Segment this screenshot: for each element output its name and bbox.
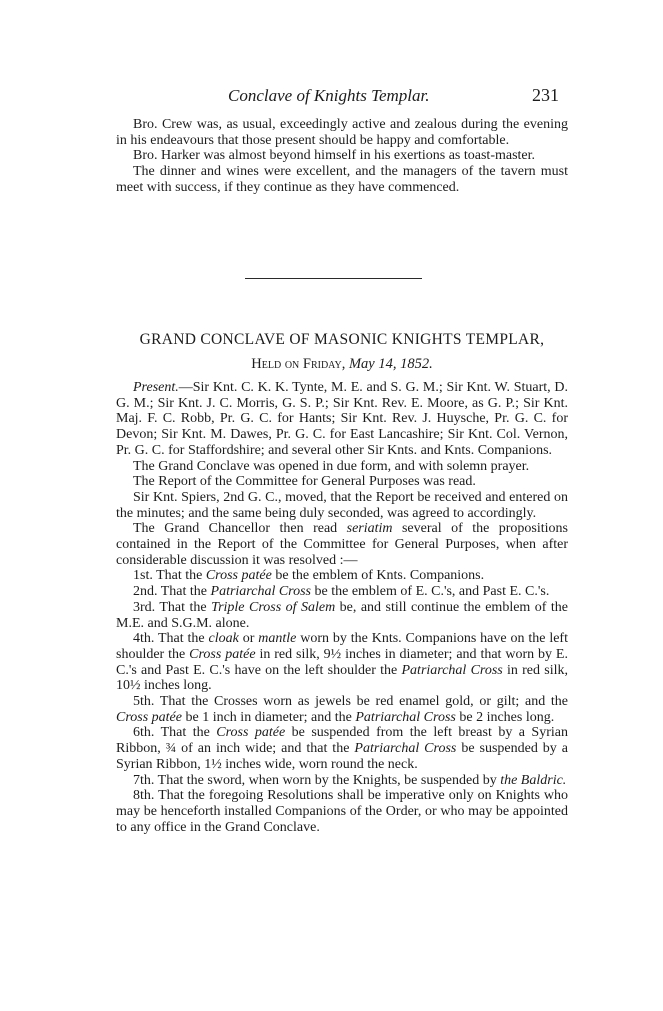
present-label: Present. (133, 380, 179, 395)
text-run: 3rd. That the (133, 599, 212, 615)
present-text: —Sir Knt. C. K. K. Tynte, M. E. and S. G. M.; Sir Knt. W. Stuart, D. G. M.; Sir Knt. J. C. Morris, G. S. P.; Sir Knt. Rev. E. Moore, as G. P.; Sir Knt. Maj. F. C. Robb, Pr. G. C. for Hants; Sir Knt. Rev. J. Huysche, Pr. G. C. for Devon; Sir Knt. M. Dawes, Pr. G. C. for East Lancashire; Sir Knt. Col. Vernon, Pr. G. C. for Staffordshire; and several other Sir Knts. and Knts. Companions. (116, 380, 568, 458)
paragraph-crew: Bro. Crew was, as usual, exceedingly active and zealous during the evening in his endeavours that those present should be happy and comfortable. (116, 117, 568, 148)
paragraph-motion: Sir Knt. Spiers, 2nd G. C., moved, that the Report be received and entered on the minutes; and the same being duly seconded, was agreed to accordingly. (116, 489, 568, 521)
text-run: be suspended by a Syrian Ribbon, 1½ inches wide, worn round the neck. (116, 741, 568, 772)
italic-term: Triple Cross of Salem (211, 599, 336, 615)
text-run: be the emblem of E. C.'s, and Past E. C.'s. (311, 584, 550, 600)
held-on-label: Held on Friday, (251, 356, 346, 372)
italic-term: Patriarchal Cross (354, 741, 457, 757)
present-paragraph (116, 380, 568, 459)
text-run: be the emblem of Knts. Companions. (271, 568, 485, 584)
italic-term: the Baldric. (500, 772, 567, 788)
text-run: be 2 inches long. (455, 709, 555, 725)
resolution-7 (116, 773, 568, 789)
intro-section (116, 117, 568, 196)
proceedings-section (116, 380, 568, 835)
paragraph-opened: The Grand Conclave was opened in due form, and with solemn prayer. (133, 458, 530, 474)
italic-term: cloak (208, 631, 239, 647)
italic-term: Patriarchal Cross (355, 709, 456, 725)
paragraph-chancellor (116, 521, 568, 568)
italic-term: seriatim (346, 521, 393, 537)
text-run: 4th. That the (133, 631, 209, 647)
italic-term: Cross patée (116, 709, 182, 725)
text-run: in red silk, 9½ inches in diameter; and that worn by E. C.'s and Past E. C.'s have on the left shoulder the (116, 646, 568, 678)
resolution-1 (116, 568, 568, 584)
text-run: be 1 inch in diameter; and the (181, 709, 356, 725)
paragraph-report: The Report of the Committee for General Purposes was read. (133, 474, 476, 490)
section-divider (245, 278, 422, 279)
text-run: be suspended from the left breast by a Syrian Ribbon, ¾ of an inch wide; and that the (116, 725, 568, 757)
section-subtitle (116, 356, 568, 373)
running-head (0, 86, 663, 110)
resolution-6 (116, 725, 568, 772)
text-run: worn by the Knts. Companions have on the left shoulder the (116, 631, 568, 662)
text-run: or (238, 631, 259, 647)
italic-term: Cross patée (216, 725, 286, 741)
italic-term: Cross patée (205, 568, 272, 584)
resolution-3 (116, 600, 568, 631)
text-run: in red silk, 10½ inches long. (116, 662, 568, 694)
italic-term: Patriarchal Cross (210, 584, 311, 600)
italic-term: mantle (258, 631, 297, 647)
text-run: several of the propositions contained in the Report of the Committee for General Purposes, when after considerable discussion it was resolved :— (116, 521, 568, 568)
italic-term: Cross patée (189, 646, 256, 662)
text-run: 5th. That the Crosses worn as jewels be red enamel gold, or gilt; and the (133, 694, 568, 710)
text-run: 7th. That the sword, when worn by the Knights, be suspended by (133, 772, 501, 788)
text-run: 2nd. That the (133, 584, 211, 600)
section-title: GRAND CONCLAVE OF MASONIC KNIGHTS TEMPLAR, (139, 331, 545, 348)
resolution-5 (116, 694, 568, 725)
resolution-4 (116, 631, 568, 694)
text-run: 6th. That the (133, 725, 217, 741)
paragraph-harker: Bro. Harker was almost beyond himself in his exertions as toast-master. (133, 148, 536, 164)
text-run: be, and still continue the emblem of the M.E. and S.G.M. alone. (116, 599, 569, 631)
text-run: The Grand Chancellor then read (133, 521, 347, 537)
page-number: 231 (532, 85, 559, 105)
running-title: Conclave of Knights Templar. (228, 86, 430, 105)
meeting-date: May 14, 1852. (348, 356, 433, 372)
text-run: 1st. That the (133, 568, 206, 584)
italic-term: Patriarchal Cross (401, 662, 503, 678)
resolution-2 (116, 584, 568, 600)
resolution-8: 8th. That the foregoing Resolutions shall be imperative only on Knights who may be henceforth installed Companions of the Order, or who may be appointed to any office in the Grand Conclave. (116, 788, 568, 835)
paragraph-dinner: The dinner and wines were excellent, and the managers of the tavern must meet with success, if they continue as they have commenced. (116, 164, 568, 195)
